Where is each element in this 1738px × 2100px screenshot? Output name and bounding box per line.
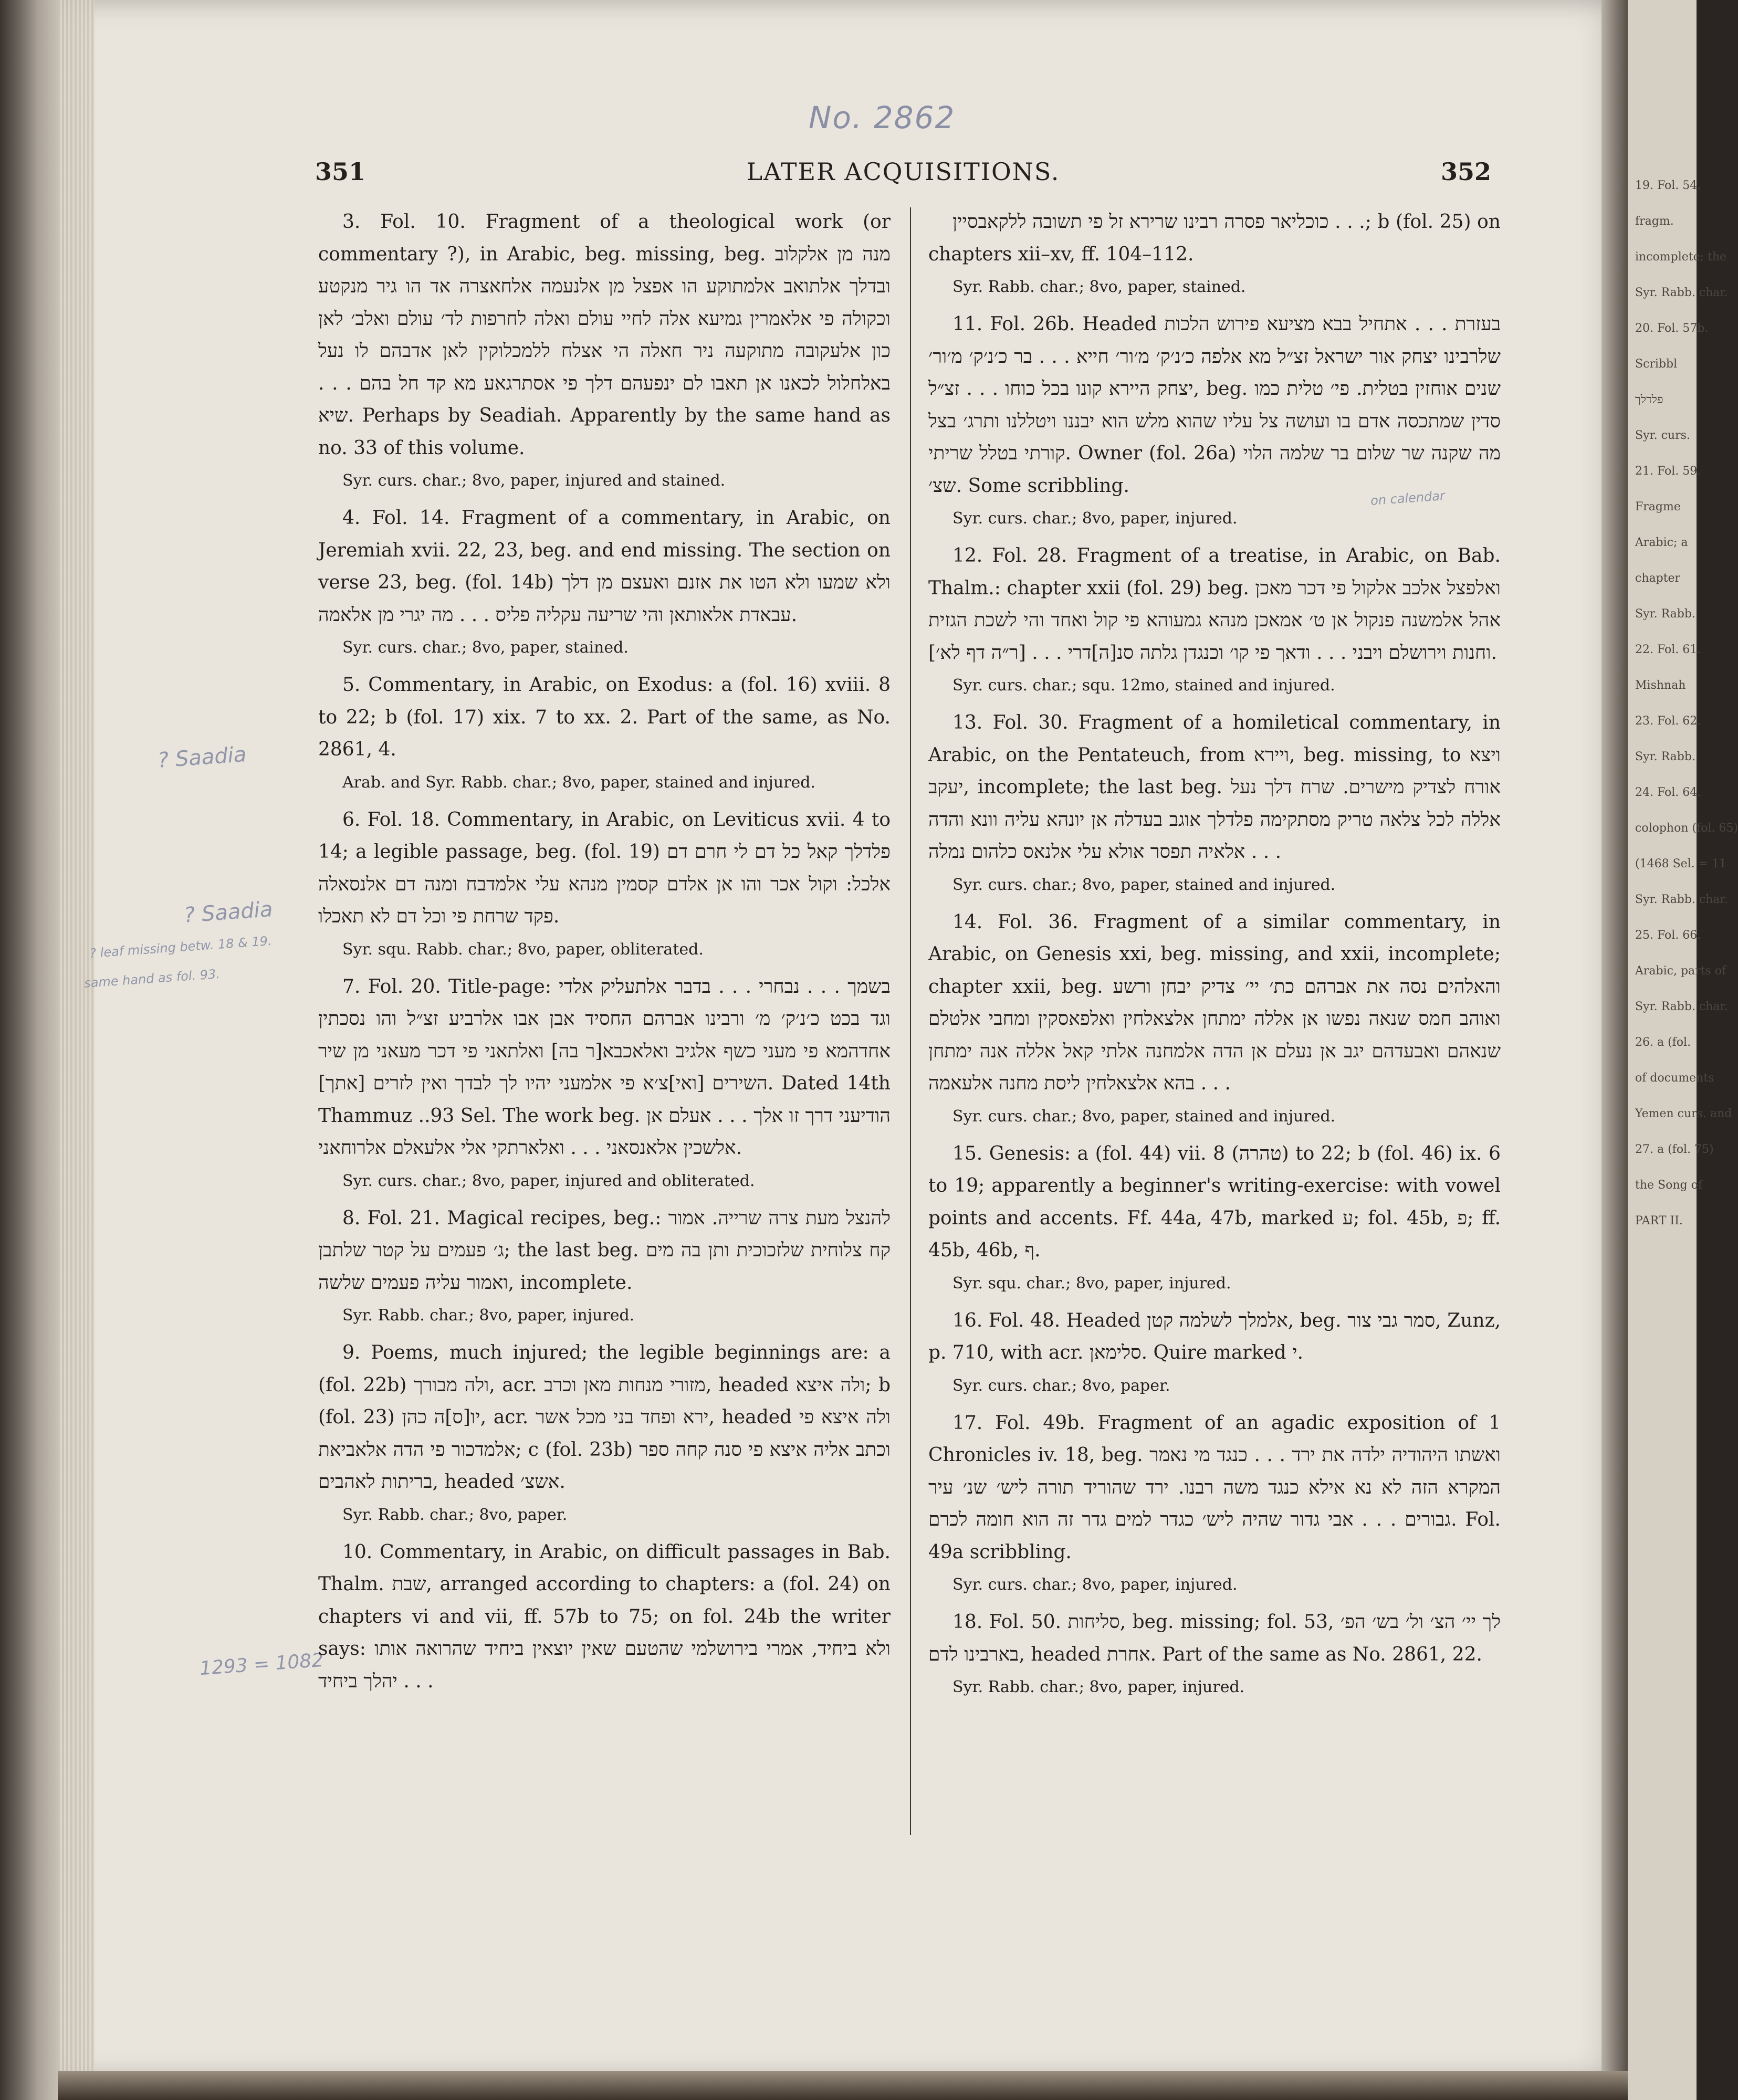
- entry-description: Syr. curs. char.; 8vo, paper, stained.: [342, 638, 629, 657]
- entry-description: Syr. squ. Rabb. char.; 8vo, paper, obliterated.: [342, 940, 704, 959]
- catalogue-entry: [318, 971, 891, 1195]
- entry-description: Syr. curs. char.; 8vo, paper, injured.: [952, 1576, 1238, 1594]
- entry-text: 16. Fol. 48. Headed אלמלך לשלמה קטן, beg. סמר גבי צור, Zunz, p. 710, with acr. סלימאן. Quire marked י.: [928, 1309, 1501, 1363]
- next-page-line: פלדלך: [1635, 393, 1663, 406]
- entry-text: 3. Fol. 10. Fragment of a theological work (or commentary ?), in Arabic, beg. missing, beg. מנה מן אלקלוב ובדלך אלתואב אלמתוקע הו אפצל מן אלנעמה אלחאצרה אד הו גיר מנקטע וכקולה פי אלאמרין גמיעא אלה לחיי עולם ואלה לחרפות לד׳ עולם ואלב׳ לאן כון אלעקובה מתוקעה ניר חאלה הי אצלח ללמכלוקין לאן אדבהם לו נעל באלחלול לכאנו אן תאבו לם ינפעהם דלך פי אסתרגאע מא קד חל בהם . . . שיא. Perhaps by Seadiah. Apparently by the same hand as no. 33 of this volume.: [318, 211, 891, 459]
- next-page-line: 24. Fol. 64.: [1635, 786, 1701, 799]
- next-page-line: colophon (fol. 65): [1635, 822, 1738, 835]
- next-page-line: 20. Fol. 57b.: [1635, 322, 1709, 335]
- margin-note: ? leaf missing betw. 18 & 19.: [89, 933, 273, 961]
- entry-description: Arab. and Syr. Rabb. char.; 8vo, paper, stained and injured.: [342, 773, 816, 792]
- catalogue-entry: [928, 540, 1501, 699]
- entry-description: Syr. Rabb. char.; 8vo, paper, stained.: [952, 278, 1246, 296]
- entry-text: 13. Fol. 30. Fragment of a homiletical commentary, in Arabic, on the Pentateuch, from ויירא, beg. missing, to ויצא יעקב, incomplete; the last beg. אורח לצדיק מישרים. שרח דלך נעל אללה לכל צלאה טריק מסתקימה פלדלך אוגב בעדלה אן יונהא עליה וונא והדה אלאיה תפסר אולא עלי אלנאס כלהום נמלה . . .: [928, 712, 1501, 863]
- margin-note: ? Saadia: [156, 742, 247, 773]
- margin-note: 1293 = 1082: [198, 1649, 324, 1680]
- margin-note: same hand as fol. 93.: [83, 966, 221, 991]
- entry-text: 10. Commentary, in Arabic, on difficult passages in Bab. Thalm. שבת, arranged according to chapters: a (fol. 24) on chapters vi and vii, ff. 57b to 75; on fol. 24b the writer says: ולא ביחיד, אמרי בירושלמי שהטעם שאין יוצאין ביחיד שהרואה אותו יהלך ביחיד . . .: [318, 1541, 891, 1692]
- running-title: LATER ACQUISITIONS.: [746, 158, 1060, 186]
- entry-text: 4. Fol. 14. Fragment of a commentary, in Arabic, on Jeremiah xvii. 22, 23, beg. and end missing. The section on verse 23, beg. (fol. 14b) ולא שמעו ולא הטו את אזנם ואעצם מן דלך עבאדת אלאותאן והי שריעה עקליה פליס . . . מה יגרי מן אלאמה.: [318, 507, 891, 626]
- next-page-line: 25. Fol. 66.: [1635, 929, 1701, 942]
- catalogue-entry: [318, 502, 891, 662]
- entry-text: 9. Poems, much injured; the legible beginnings are: a (fol. 22b) ולה מבורך, acr. מזורי מנחות מאן וכרב, headed ולה איצא; b (fol. 23) יו[ס]ה כהן, acr. ירא ופחד בני מכל אשר, headed ולה איצא פי אלמדכור פי הדה אלאביאת; c (fol. 23b) וכתב אליה איצא פי סנה קחה ספר בריתות לאהבים, headed אשצ׳.: [318, 1342, 891, 1493]
- left-page-number: 351: [315, 158, 366, 186]
- next-page-line: incomplete; the: [1635, 250, 1727, 264]
- next-page-line: Arabic, parts of: [1635, 964, 1726, 978]
- entry-description: Syr. Rabb. char.; 8vo, paper.: [342, 1505, 568, 1524]
- entry-description: Syr. curs. char.; squ. 12mo, stained and injured.: [952, 676, 1335, 695]
- book-bottom-edge: [58, 2071, 1628, 2100]
- next-page-fragment: [1628, 0, 1738, 2100]
- next-page-line: the Song of: [1635, 1179, 1702, 1192]
- entry-text: 14. Fol. 36. Fragment of a similar commentary, in Arabic, on Genesis xxi, beg. missing, and xxii, incomplete; chapter xxii, beg. והאלהים נסה את אברהם כת׳ יי׳ צדיק יבחן ורשע ואוהב חמס שנאה נפשו אן אללה ימתחן אלצאלחין ואלפאסקין ומחבי אלטלם שנאהם ואבעדהם יגב אן נעלם אן הדה אלמחנה אלתי קאל אללה אנה ימתחן בהא אלצאלחין ליסת מחנה אלעאמה . . .: [928, 911, 1501, 1094]
- entry-description: Syr. curs. char.; 8vo, paper, injured and stained.: [342, 471, 726, 490]
- catalogue-entry: [318, 1337, 891, 1529]
- next-page-line: Yemen curs. and: [1635, 1107, 1732, 1120]
- entry-description: Syr. Rabb. char.; 8vo, paper, injured.: [342, 1306, 635, 1325]
- next-page-line: Syr. Rabb. char.: [1635, 893, 1728, 906]
- entry-description: Syr. Rabb. char.; 8vo, paper, injured.: [952, 1678, 1245, 1696]
- catalogue-entry: [318, 1202, 891, 1330]
- margin-note: on calendar: [1370, 488, 1446, 508]
- catalogue-entry: [928, 707, 1501, 899]
- right-column: [928, 206, 1501, 1708]
- entry-description: Syr. curs. char.; 8vo, paper, injured.: [952, 509, 1238, 528]
- next-page-line: (1468 Sel. = 11: [1635, 857, 1727, 870]
- next-page-line: 19. Fol. 54.: [1635, 179, 1701, 192]
- page-header: [315, 158, 1491, 200]
- entry-description: Syr. squ. char.; 8vo, paper, injured.: [952, 1274, 1231, 1293]
- next-page-line: Syr. Rabb.: [1635, 607, 1695, 621]
- next-page-line: 26. a (fol.: [1635, 1036, 1691, 1049]
- right-page-number: 352: [1440, 158, 1491, 186]
- next-page-line: Syr. curs.: [1635, 429, 1690, 442]
- next-page-line: chapter: [1635, 572, 1681, 585]
- entry-description: Syr. curs. char.; 8vo, paper, stained and injured.: [952, 875, 1336, 894]
- entry-text: כוכליאר פסרה רבינו שרירא זל פי תשובה ללקאבסיין . . .; b (fol. 25) on chapters xii–xv, ff. 104–112.: [928, 211, 1501, 265]
- next-page-line: fragm.: [1635, 215, 1674, 228]
- catalogue-entry: [318, 804, 891, 963]
- entry-text: 8. Fol. 21. Magical recipes, beg.: להנצל מעת צרה שרייה. אמור ג׳ פעמים על קטר שלתבן; the last beg. קח צלוחית שלזכוכית ותן בה מים ואמור עליה פעמים שלשה, incomplete.: [318, 1207, 891, 1294]
- next-page-line: of documents: [1635, 1072, 1714, 1085]
- next-page-line: Mishnah: [1635, 679, 1686, 692]
- book-gutter-left: [0, 0, 63, 2100]
- next-page-line: 22. Fol. 61.: [1635, 643, 1701, 656]
- entry-text: 6. Fol. 18. Commentary, in Arabic, on Leviticus xvii. 4 to 14; a legible passage, beg. (fol. 19) פלדלך קאל כל דם לי חרם דם אלכל: וקול אכר והו אן אלדם קסמין מנהא עלי אלמדבח ומנה דם אלנסאלה פקד שרחת פי וכל דם לא תאכלו.: [318, 808, 891, 927]
- entry-description: Syr. curs. char.; 8vo, paper.: [952, 1376, 1170, 1395]
- catalogue-entry: [928, 1305, 1501, 1400]
- catalogue-entry: [318, 1536, 891, 1698]
- catalogue-entry: [318, 206, 891, 495]
- catalogue-entry: [318, 669, 891, 796]
- next-page-line: Fragme: [1635, 500, 1681, 513]
- next-page-line: Scribbl: [1635, 358, 1678, 371]
- catalogue-entry: [928, 1138, 1501, 1297]
- left-column: [318, 206, 891, 1697]
- next-page-line: Syr. Rabb.: [1635, 750, 1695, 763]
- entry-text: 7. Fol. 20. Title-page: בשמך . . . נבחרי . . . בדבר אלתעליק אלדי וגד בכט כ׳נ׳ק׳ מ׳ ורבינו אברהם החסיד אבן אבו אלרביע זצ״ל והו נסכתין אחדהמא פי מעני כשף אלגיב ואלאכבא[ר בה] ואלתאני פי דכר מעאני מן שיר השירים [ואי]צ׳א פי אלמעני יהיו לך לבדך ואין לזרים [אתך]. Dated 14th Thammuz ..93 Sel. The work beg. הודיעני דרך זו אלך . . . אעלם אן אלשכין אלאנסאני . . . ואלארתקי אלי אלעאלם אלרוחאני.: [318, 975, 891, 1159]
- next-page-line: Arabic; a: [1635, 536, 1688, 549]
- catalogue-entry: [928, 206, 1501, 301]
- entry-text: 11. Fol. 26b. Headed בעזרת . . . אתחיל בבא מציעא פירוש הלכות שלרבינו יצחק אור ישראל זצ״ל מא אלפה כ׳נ׳ק׳ מ׳ור׳ חייא . . . בר כ׳נ׳ק׳ מ׳ור׳ יצחק היירא קונו בכל כוחו . . . זצ״ל, beg. שנים אוחזין בטלית. פי׳ טלית כמו סדין שמתכסה אדם בו ועושה צל עליו שהוא מלש הוא יבננו ויטללנו ותרג׳ בצל קורתי בטלל שריתי. Owner (fol. 26a) מה שקנה שר שלום בר שלמה הלוי שצ׳. Some scribbling.: [928, 313, 1501, 497]
- entry-text: 18. Fol. 50. סליחות, beg. missing; fol. 53, לך יי׳ הצ׳ ול׳ בש׳ הפ׳ בארבינו לדם, headed אחרת. Part of the same as No. 2861, 22.: [928, 1611, 1501, 1665]
- catalogue-entry: [928, 906, 1501, 1130]
- catalogue-entry: [928, 1606, 1501, 1701]
- page-edges: [58, 0, 95, 2079]
- next-page-line: 27. a (fol. 75): [1635, 1143, 1714, 1156]
- next-page-text: [1635, 168, 1738, 1239]
- next-page-line: PART II.: [1635, 1214, 1683, 1227]
- next-page-line: 21. Fol. 59.: [1635, 465, 1701, 478]
- catalogue-entry: [928, 1407, 1501, 1599]
- margin-note: ? Saadia: [183, 897, 274, 928]
- entry-text: 15. Genesis: a (fol. 44) vii. 8 (טהרה) to 22; b (fol. 46) ix. 6 to 19; apparently a beginner's writing-exercise: with vowel points and accents. Ff. 44a, 47b, marked ע; fol. 45b, פ; ff. 45b, 46b, ף.: [928, 1142, 1501, 1261]
- next-page-line: 23. Fol. 62.: [1635, 715, 1701, 728]
- column-divider: [910, 207, 911, 1835]
- entry-text: 17. Fol. 49b. Fragment of an agadic exposition of 1 Chronicles iv. 18, beg. ואשתו היהודיה ילדה את ירד . . . כנגד מי נאמר המקרא הזה לא נא אילא כנגד משה רבנו. ירד שהוריד תורה ליש׳ שנ׳ עיר גבורים . . . אבי גדור שהיה ליש׳ כגדר למים גדר זה הוא חומה לכרם. Fol. 49a scribbling.: [928, 1412, 1501, 1563]
- entry-description: Syr. curs. char.; 8vo, paper, stained and injured.: [952, 1107, 1336, 1126]
- entry-description: Syr. curs. char.; 8vo, paper, injured and obliterated.: [342, 1171, 755, 1190]
- shelfmark-pencil: No. 2862: [809, 100, 956, 135]
- entry-text: 5. Commentary, in Arabic, on Exodus: a (fol. 16) xviii. 8 to 22; b (fol. 17) xix. 7 to xx. 2. Part of the same, as No. 2861, 4.: [318, 674, 891, 760]
- catalogue-entry: [928, 308, 1501, 532]
- next-page-line: Syr. Rabb. char.: [1635, 286, 1728, 299]
- entry-text: 12. Fol. 28. Fragment of a treatise, in Arabic, on Bab. Thalm.: chapter xxii (fol. 29) beg. ואלפצל אלכב אלקול פי דכר מאכן אהל אלמשנה פנקול אן ט׳ אמאכן מנהא גמעוהא פי קול ואחד והי לשכת הגזית וחנות וירושלם ויבני . . . ודאך פי קו׳ וכנגדן גלתה סנ[ה]דרי . . . [ר״ה דף לא׳].: [928, 545, 1501, 664]
- next-page-line: Syr. Rabb. char.: [1635, 1000, 1728, 1013]
